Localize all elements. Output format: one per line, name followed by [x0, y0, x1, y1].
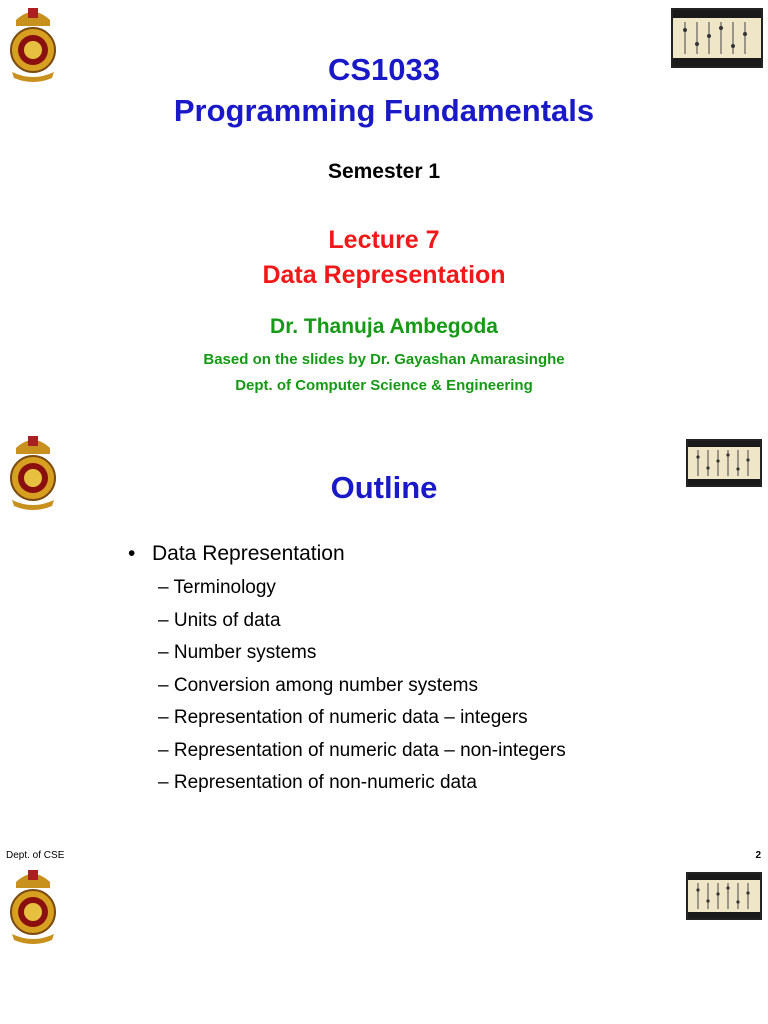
- outline-list: [128, 540, 728, 800]
- sub-list: [158, 572, 728, 800]
- page-number: 2: [755, 850, 761, 861]
- list-item: – Units of data: [158, 609, 281, 631]
- credits-line: Based on the slides by Dr. Gayashan Amarasinghe: [203, 351, 565, 368]
- lecture-topic: Data Representation: [262, 261, 506, 289]
- main-bullet-text: Data Representation: [152, 542, 345, 565]
- footer-department: Dept. of CSE: [6, 850, 65, 861]
- list-item: – Conversion among number systems: [158, 674, 478, 696]
- list-item: – Representation of numeric data – non-integers: [158, 739, 566, 761]
- list-item: – Terminology: [158, 577, 276, 598]
- course-name: Programming Fundamentals: [173, 93, 595, 128]
- outline-slide: [0, 420, 768, 870]
- list-item: – Number systems: [158, 642, 317, 663]
- outline-title: Outline: [330, 470, 438, 505]
- title-slide: [0, 0, 768, 420]
- next-slide: [0, 866, 768, 1024]
- list-item: [128, 540, 728, 568]
- list-item: – Representation of non-numeric data: [158, 772, 477, 793]
- cse-department-logo-icon: [686, 872, 762, 920]
- department-line: Dept. of Computer Science & Engineering: [235, 377, 533, 394]
- semester-label: Semester 1: [327, 160, 441, 183]
- author-name: Dr. Thanuja Ambegoda: [270, 315, 498, 338]
- list-item: – Representation of numeric data – integers: [158, 707, 528, 728]
- course-code: CS1033: [327, 52, 441, 87]
- bullet-icon: •: [128, 542, 136, 565]
- lecture-number: Lecture 7: [328, 226, 440, 254]
- university-crest-icon: [8, 868, 58, 948]
